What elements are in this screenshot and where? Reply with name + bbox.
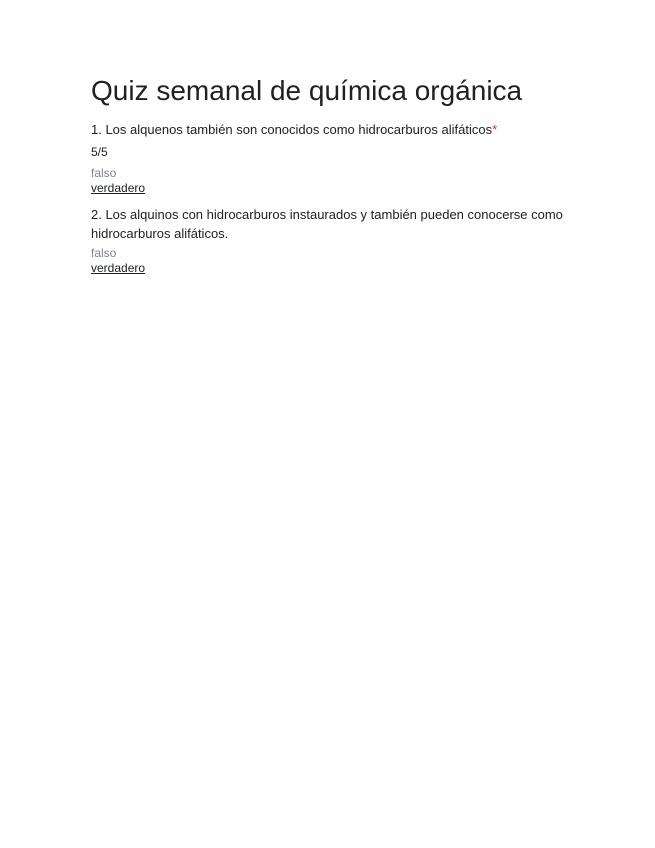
required-mark: * — [492, 122, 498, 137]
question-1-option-verdadero[interactable]: verdadero — [91, 181, 146, 195]
page-title: Quiz semanal de química orgánica — [91, 75, 523, 106]
question-1-score: 5/5 — [91, 145, 108, 159]
question-1-options — [91, 166, 571, 196]
question-1-option-falso[interactable]: falso — [91, 166, 117, 180]
question-2 — [91, 205, 571, 276]
question-2-options — [91, 246, 571, 276]
quiz-page — [91, 72, 571, 276]
question-1-text — [91, 120, 571, 139]
question-1-label: 1. Los alquenos también son conocidos como hidrocarburos alifáticos — [91, 122, 493, 137]
question-2-option-falso[interactable]: falso — [91, 246, 117, 260]
question-1 — [91, 120, 571, 196]
question-2-text: 2. Los alquinos con hidrocarburos instaurados y también pueden conocerse como hidrocarburos alifáticos. — [91, 207, 563, 241]
question-2-option-verdadero[interactable]: verdadero — [91, 261, 146, 275]
